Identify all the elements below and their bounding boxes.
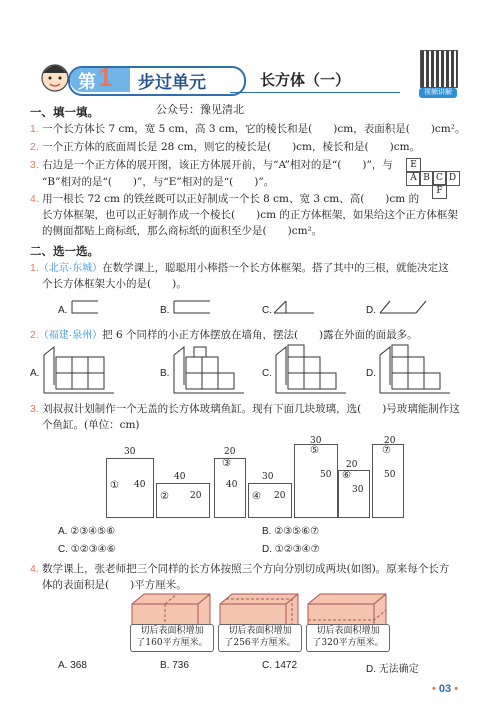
caption-line: 了160平方厘米。 xyxy=(136,638,208,648)
panel-height: 40 xyxy=(134,480,146,490)
net-cell: B xyxy=(419,171,434,186)
option-b[interactable]: B. 736 xyxy=(160,660,189,671)
q-num: 2. xyxy=(30,141,39,153)
option-c[interactable]: C. xyxy=(262,305,272,316)
panel-width: 30 xyxy=(124,447,136,457)
question-text: 体的表面积是( )平方厘米。 xyxy=(42,579,187,591)
caption-line: 切后表面积增加 xyxy=(140,626,204,636)
caption-line: 切后表面积增加 xyxy=(228,626,292,636)
lesson-number: 1 xyxy=(98,62,113,92)
qr-caption: 视频讲解 xyxy=(419,88,457,98)
caption-box-3 xyxy=(306,624,390,652)
panel-width: 20 xyxy=(384,436,396,446)
option-c[interactable]: C. ①②③④⑥ xyxy=(58,544,116,555)
cubes-figure-d xyxy=(378,345,452,395)
question-text: 数学课上，张老师把三个同样的长方体按照三个方向分别切成两块(如图)。原来每个长方 xyxy=(42,563,450,575)
net-cell: C xyxy=(432,171,447,186)
panel-height: 40 xyxy=(226,480,238,490)
question-text: 刘叔叔计划制作一个无盖的长方体玻璃鱼缸。现有下面几块玻璃，选( )号玻璃能制作这 xyxy=(42,403,460,415)
question-text: 长方体框架，也可以正好制作成一个棱长( )cm 的正方体框架，如果给这个正方体框架 xyxy=(42,209,458,221)
region-tag: （福建·泉州） xyxy=(38,330,103,341)
panel-height: 20 xyxy=(190,491,202,501)
qr-code[interactable] xyxy=(420,50,458,88)
option-d[interactable]: D. 无法确定 xyxy=(366,664,419,675)
net-cell: E xyxy=(406,158,421,173)
panel-height: 50 xyxy=(384,470,396,480)
page-number-text: 03 xyxy=(438,683,452,695)
stick-figure-c xyxy=(272,297,316,315)
lesson-prefix: 第 xyxy=(78,72,96,92)
q-num: 3. xyxy=(30,403,39,415)
option-d[interactable]: D. xyxy=(366,368,376,379)
panel-width: 30 xyxy=(310,436,322,446)
panel-height: 30 xyxy=(352,485,364,495)
option-d[interactable]: D. xyxy=(366,305,376,316)
q-num: 1. xyxy=(30,123,39,135)
stick-figure-d xyxy=(378,297,428,315)
question-text: 个长方体框架大小的是( )。 xyxy=(42,278,187,290)
panel-id: ⑦ xyxy=(382,445,391,456)
option-b[interactable]: B. ②③⑤⑥⑦ xyxy=(262,526,320,537)
caption-line: 了320平方厘米。 xyxy=(312,638,384,648)
caption-box-1 xyxy=(130,624,214,652)
stick-figure-a xyxy=(70,299,100,315)
q-num: 4. xyxy=(30,563,39,575)
question-text: 一个正方体的底面周长是 28 cm，则它的棱长是( )cm，棱长和是( )cm。 xyxy=(42,141,421,153)
question-text: 一个长方体长 7 cm，宽 5 cm，高 3 cm，它的棱长和是( )cm，表面积是( )cm²。 xyxy=(42,123,466,135)
section1-title: 一、填一填。 xyxy=(30,107,99,119)
q-num: 4. xyxy=(30,193,39,205)
net-cell: A xyxy=(406,171,421,186)
stick-figure-b xyxy=(172,299,212,315)
q-num: 1. xyxy=(30,262,39,274)
caption-line: 了256平方厘米。 xyxy=(224,638,296,648)
question-text: 的侧面都贴上商标纸，那么商标纸的面积至少是( )cm²。 xyxy=(42,225,323,237)
q-num: 2. xyxy=(30,329,39,341)
option-d[interactable]: D. ①②③④⑦ xyxy=(262,544,320,555)
net-cell: F xyxy=(432,184,447,199)
question-text: 右边是一个正方体的展开图，该正方体展开前，与“A”相对的是“( )”，与 xyxy=(42,159,393,171)
topic-title: 长方体（一） xyxy=(260,72,351,89)
header-banner xyxy=(30,52,450,98)
panel-width: 40 xyxy=(174,472,186,482)
panel-id: ⑥ xyxy=(342,470,351,481)
option-a[interactable]: A. 368 xyxy=(58,660,87,671)
account-note: 公众号：豫见清北 xyxy=(156,103,244,116)
cubes-figure-b xyxy=(172,345,246,395)
panel-width: 20 xyxy=(346,460,358,470)
panel-id: ③ xyxy=(222,458,231,469)
option-a[interactable]: A. ②③④⑤⑥ xyxy=(58,526,116,537)
unit-title: 步过单元 xyxy=(138,73,206,92)
panel-id: ⑤ xyxy=(310,445,319,456)
question-text: 用一根长 72 cm 的铁丝既可以正好制成一个长 8 cm、宽 3 cm、高( )cm 的 xyxy=(42,193,420,205)
page-number: • 03 • xyxy=(432,683,459,695)
q-num: 3. xyxy=(30,159,39,171)
panel-width: 20 xyxy=(224,447,236,457)
cubes-figure-a xyxy=(42,345,116,395)
option-b[interactable]: B. xyxy=(160,305,170,316)
question-text: 在数学课上，聪聪用小棒搭一个长方体框架。搭了其中的三根，就能决定这 xyxy=(102,262,449,274)
question-text: “B”相对的是“( )”，与“E”相对的是“( )”。 xyxy=(42,176,275,188)
caption-box-2 xyxy=(218,624,302,652)
panel-width: 30 xyxy=(262,472,274,482)
section2-title: 二、选一选。 xyxy=(30,246,99,258)
net-cell: D xyxy=(445,171,460,186)
option-b[interactable]: B. xyxy=(160,368,170,379)
panel-id: ① xyxy=(110,480,119,491)
panel-height: 20 xyxy=(274,491,286,501)
question-text: 个鱼缸。(单位：cm) xyxy=(42,419,140,431)
mascot-icon xyxy=(38,56,72,96)
caption-line: 切后表面积增加 xyxy=(316,626,380,636)
option-a[interactable]: A. xyxy=(30,368,40,379)
panel-id: ② xyxy=(160,491,169,502)
cubes-figure-c xyxy=(274,345,348,395)
region-tag: （北京·东城） xyxy=(38,263,103,274)
question-text: 把 6 个同样的小正方体摆放在墙角，摆法( )露在外面的面最多。 xyxy=(102,329,418,341)
option-c[interactable]: C. 1472 xyxy=(262,660,298,671)
panel-height: 50 xyxy=(320,470,332,480)
panel-id: ④ xyxy=(252,491,261,502)
option-c[interactable]: C. xyxy=(262,368,272,379)
option-a[interactable]: A. xyxy=(58,305,68,316)
